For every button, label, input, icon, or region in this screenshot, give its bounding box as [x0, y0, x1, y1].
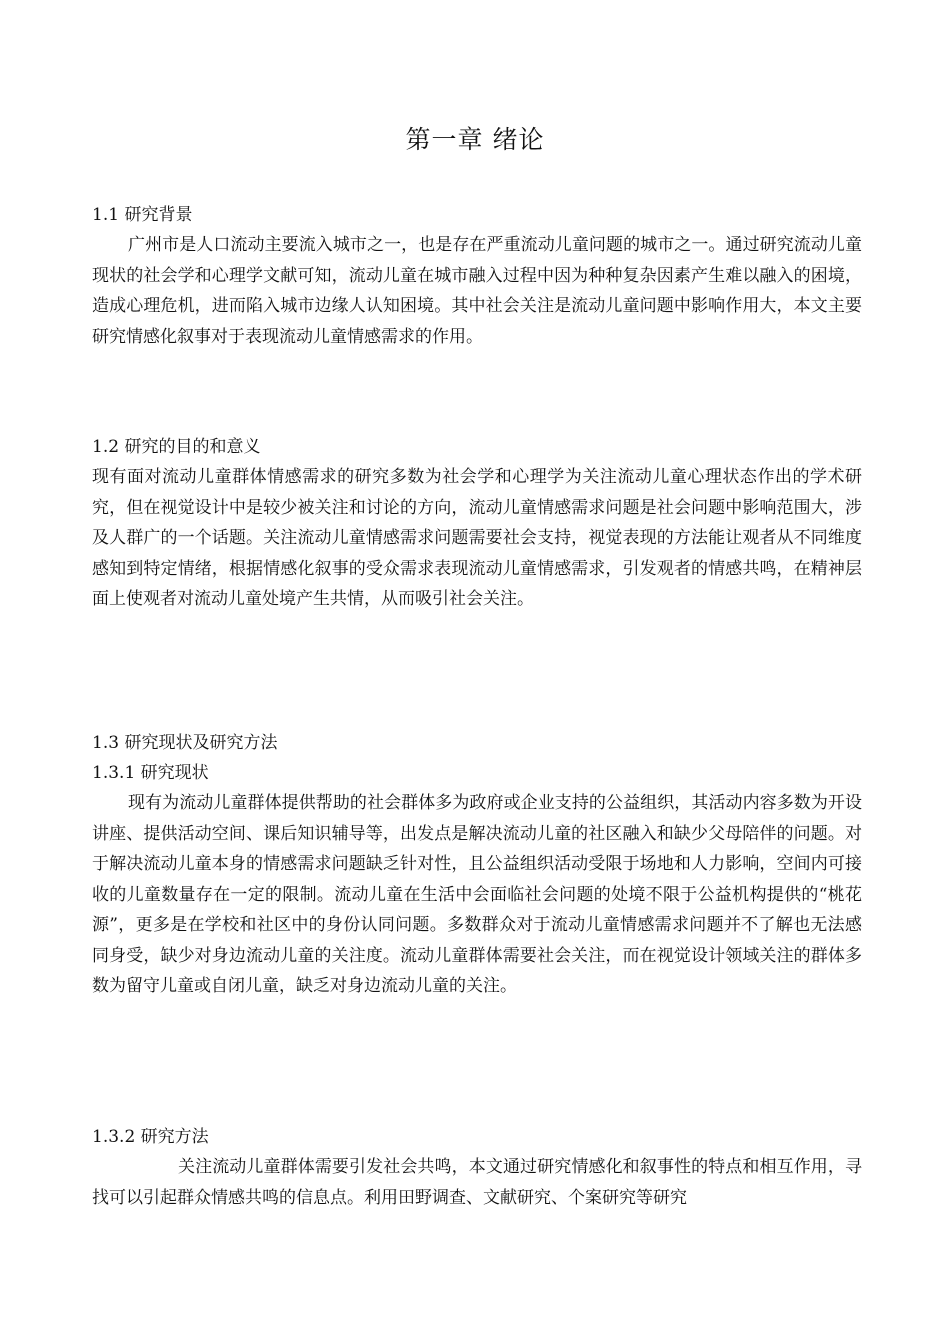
section-heading: 1.1 研究背景 — [92, 205, 193, 225]
body-paragraph: 现有为流动儿童群体提供帮助的社会群体多为政府或企业支持的公益组织，其活动内容多数为开设讲座、提供活动空间、课后知识辅导等，出发点是解决流动儿童的社区融入和缺少父母陪伴的问题。对于解决流动儿童本身的情感需求问题缺乏针对性，且公益组织活动受限于场地和人力影响，空间内可接收的儿童数量存在一定的限制。流动儿童在生活中会面临社会问题的处境不限于公益机构提供的“桃花源”，更多是在学校和社区中的身份认同问题。多数群众对于流动儿童情感需求问题并不了解也无法感同身受，缺少对身边流动儿童的关注度。流动儿童群体需要社会关注，而在视觉设计领域关注的群体多数为留守儿童或自闭儿童，缺乏对身边流动儿童的关注。 — [92, 793, 862, 996]
section-heading: 1.2 研究的目的和意义 — [92, 437, 261, 457]
chapter-title: 第一章 绪论 — [405, 125, 545, 154]
section-1-1 — [92, 200, 862, 352]
body-paragraph: 关注流动儿童群体需要引发社会共鸣，本文通过研究情感化和叙事性的特点和相互作用，寻找可以引起群众情感共鸣的信息点。利用田野调查、文献研究、个案研究等研究 — [92, 1157, 862, 1208]
body-paragraph: 现有面对流动儿童群体情感需求的研究多数为社会学和心理学为关注流动儿童心理状态作出的学术研究，但在视觉设计中是较少被关注和讨论的方向，流动儿童情感需求问题是社会问题中影响范围大，涉及人群广的一个话题。关注流动儿童情感需求问题需要社会支持，视觉表现的方法能让观者从不同维度感知到特定情绪，根据情感化叙事的受众需求表现流动儿童情感需求，引发观者的情感共鸣，在精神层面上使观者对流动儿童处境产生共情，从而吸引社会关注。 — [92, 467, 862, 609]
section-1-2 — [92, 432, 862, 615]
section-1-3 — [92, 728, 862, 1002]
subsection-heading: 1.3.2 研究方法 — [92, 1127, 209, 1147]
section-1-3-2 — [92, 1122, 862, 1213]
section-heading: 1.3 研究现状及研究方法 — [92, 733, 278, 753]
subsection-heading: 1.3.1 研究现状 — [92, 763, 209, 783]
body-paragraph: 广州市是人口流动主要流入城市之一，也是存在严重流动儿童问题的城市之一。通过研究流动儿童现状的社会学和心理学文献可知，流动儿童在城市融入过程中因为种种复杂因素产生难以融入的困境，造成心理危机，进而陷入城市边缘人认知困境。其中社会关注是流动儿童问题中影响作用大，本文主要研究情感化叙事对于表现流动儿童情感需求的作用。 — [92, 235, 862, 347]
